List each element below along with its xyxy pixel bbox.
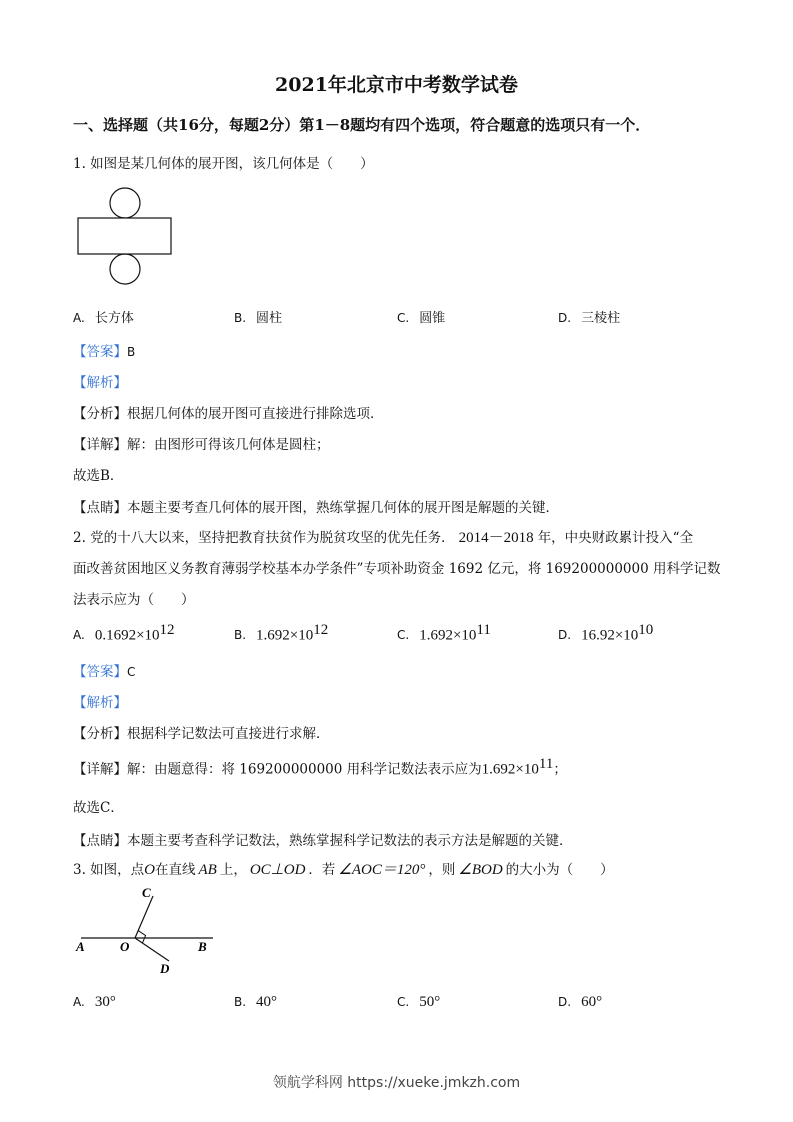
q1-xiangjie: 【详解】解：由图形可得该几何体是圆柱； xyxy=(73,437,330,453)
q2-analysis-tag: 【解析】 xyxy=(73,695,127,711)
q3-option-a: A. 30° xyxy=(73,994,116,1010)
q2-dianjing: 【点睛】本题主要考查科学记数法，熟练掌握科学记数法的表示方法是解题的关键． xyxy=(73,833,573,849)
q2-line1: 2. 党的十八大以来，坚持把教育扶贫作为脱贫攻坚的优先任务． 2014－2018 年，中央财政累计投入“全 xyxy=(73,530,694,546)
label-b: B xyxy=(198,939,207,954)
q2-option-a: A. $0.1692\times 10^{12}$ xyxy=(73,622,175,644)
section-heading: 一、选择题（共16分，每题2分）第1－8题均有四个选项，符合题意的选项只有一个． xyxy=(73,116,651,134)
ray-oc xyxy=(135,896,153,938)
label-a: A xyxy=(76,939,85,954)
q1-option-b: B. 圆柱 xyxy=(234,311,283,326)
net-diagram xyxy=(75,185,175,285)
angle-diagram xyxy=(73,885,223,980)
q2-option-c: C. $1.692\times 10^{11}$ xyxy=(397,622,491,644)
q2-option-b: B. $1.692\times 10^{12}$ xyxy=(234,622,329,644)
q1-option-c: C. 圆锥 xyxy=(397,311,446,326)
q3-option-d: D. 60° xyxy=(558,994,603,1010)
q1-dianjing: 【点睛】本题主要考查几何体的展开图，熟练掌握几何体的展开图是解题的关键． xyxy=(73,500,559,516)
ray-od xyxy=(135,938,169,961)
q1-choose: 故选B． xyxy=(73,468,124,484)
q2-xiangjie: 【详解】解：由题意得：将 169200000000 用科学记数法表示应为$1.692\times 10^{11}$； xyxy=(73,756,567,778)
label-d: D xyxy=(160,961,170,976)
q2-line2: 面改善贫困地区义务教育薄弱学校基本办学条件”专项补助资金 1692 亿元，将 169200000000 用科学记数 xyxy=(73,561,721,577)
q2-line3: 法表示应为（ ） xyxy=(73,592,195,608)
q1-fenxi: 【分析】根据几何体的展开图可直接进行排除选项． xyxy=(73,406,384,422)
net-bottom-circle xyxy=(110,254,140,284)
page-title: 2021年北京市中考数学试卷 xyxy=(275,74,518,96)
q3-option-c: C. 50° xyxy=(397,994,441,1010)
q1-answer: 【答案】B xyxy=(73,344,136,360)
net-top-circle xyxy=(110,188,140,218)
label-o: O xyxy=(120,939,130,954)
q1-option-a: A. 长方体 xyxy=(73,311,134,326)
footer-watermark: 领航学科网 https://xueke.jmkzh.com xyxy=(272,1075,521,1091)
q2-fenxi: 【分析】根据科学记数法可直接进行求解． xyxy=(73,726,330,742)
q2-choose: 故选C． xyxy=(73,800,124,816)
q1-analysis-tag: 【解析】 xyxy=(73,375,127,391)
q2-option-d: D. $16.92\times 10^{10}$ xyxy=(558,622,654,644)
q2-answer: 【答案】C xyxy=(73,664,136,680)
q3-option-b: B. 40° xyxy=(234,994,278,1010)
q1-option-d: D. 三棱柱 xyxy=(558,311,621,326)
q3-stem: 3. 如图，点O在直线 AB 上， OC⊥OD ．若 ∠AOC＝120° ，则 ∠BOD 的大小为（ ） xyxy=(73,862,614,878)
q1-stem: 1. 如图是某几何体的展开图，该几何体是（ ） xyxy=(73,156,374,172)
net-rectangle xyxy=(78,218,171,254)
label-c: C xyxy=(142,885,151,900)
